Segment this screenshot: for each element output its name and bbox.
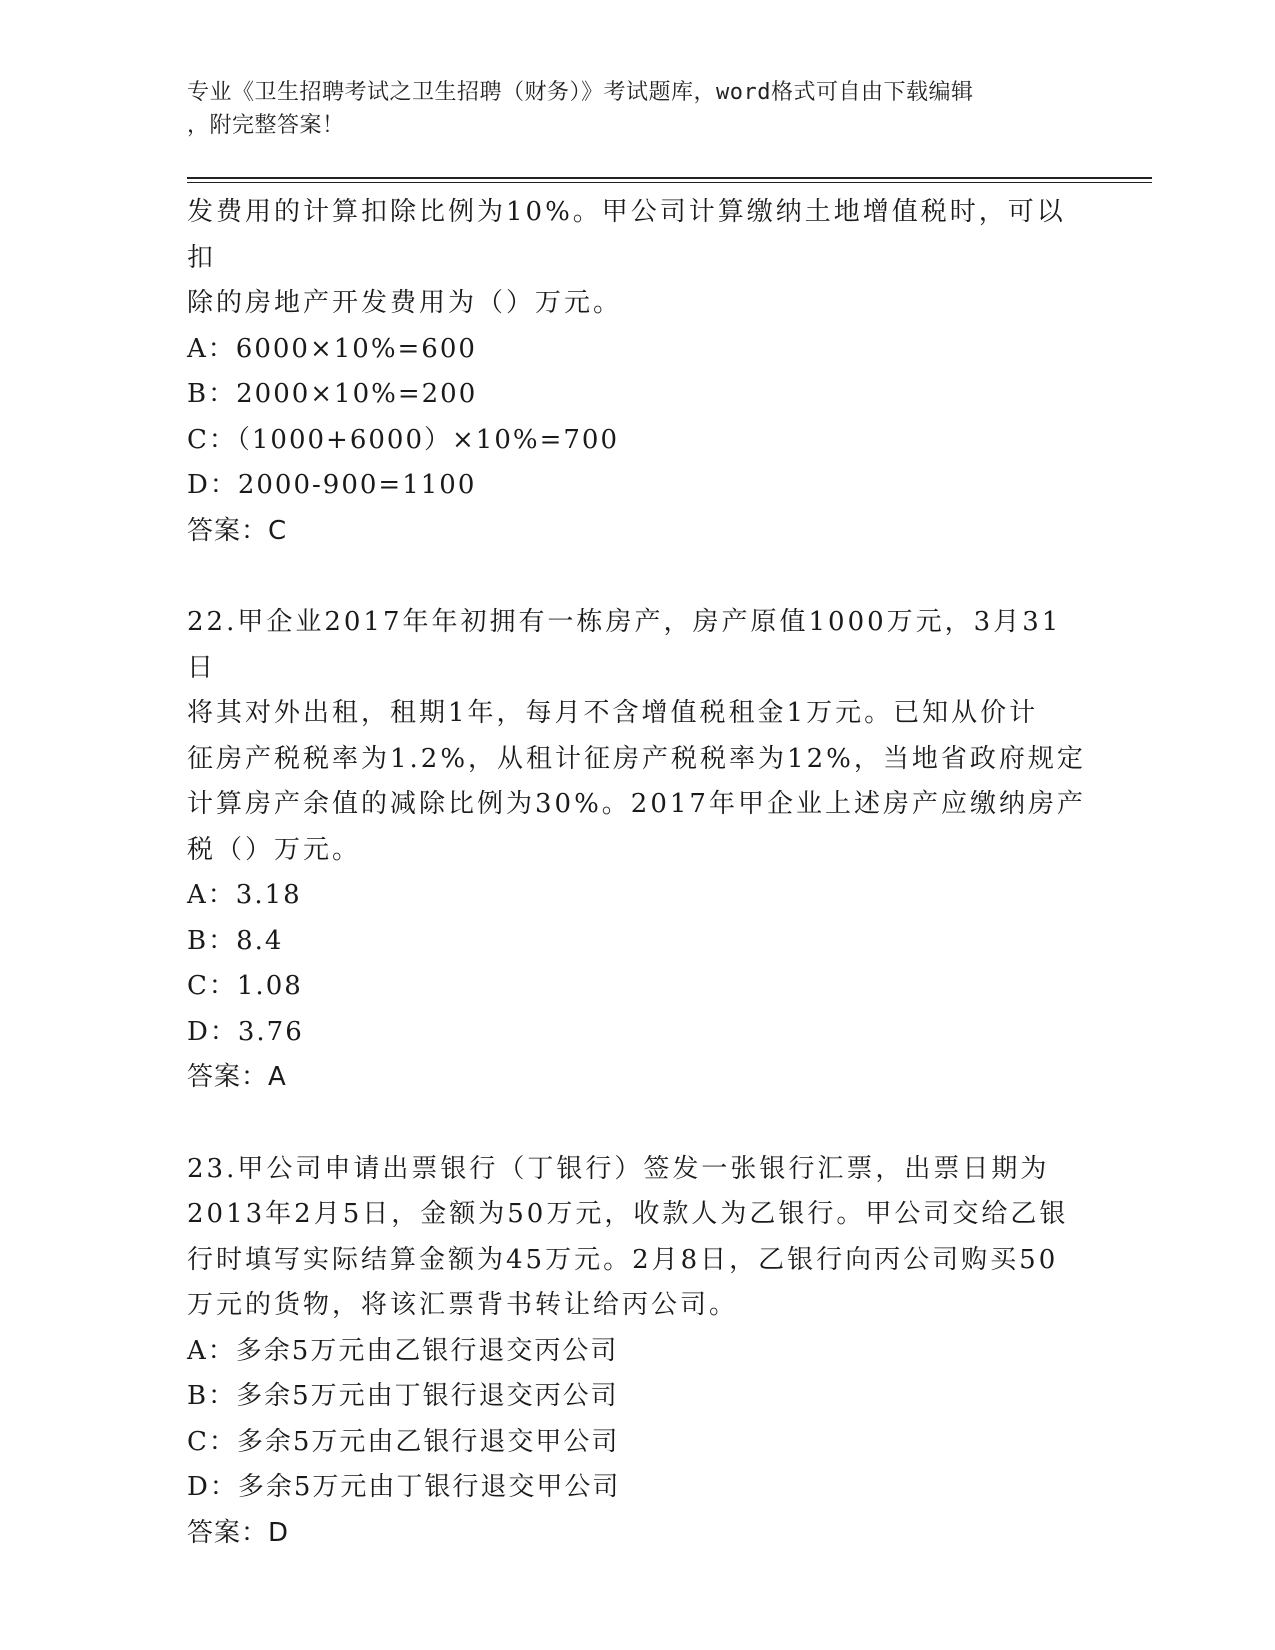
answer-label: 答案：A — [187, 1062, 287, 1092]
question-text-line: 2013年2月5日，金额为50万元，收款人为乙银行。甲公司交给乙银 — [187, 1199, 1069, 1229]
header-line-2: ，附完整答案！ — [187, 113, 345, 138]
question-text-line: 征房产税税率为1.2%，从租计征房产税税率为12%，当地省政府规定 — [187, 743, 1086, 774]
option-b: B：8.4 — [187, 925, 284, 956]
option-b: B：多余5万元由丁银行退交丙公司 — [187, 1381, 619, 1411]
question-text-line: 行时填写实际结算金额为45万元。2月8日，乙银行向丙公司购买50 — [187, 1244, 1059, 1275]
option-c: C：（1000+6000）×10%=700 — [187, 424, 620, 455]
header-rule-thick — [187, 177, 1152, 179]
question-text-line: 除的房地产开发费用为（）万元。 — [187, 288, 623, 318]
question-text-line: 23.甲公司申请出票银行（丁银行）签发一张银行汇票，出票日期为 — [187, 1153, 1050, 1184]
question-text-line: 22.甲企业2017年年初拥有一栋房产，房产原值1000万元，3月31日 — [187, 607, 1062, 683]
question-22 — [187, 600, 1087, 1101]
spacer — [187, 554, 1087, 600]
document-header — [187, 76, 1087, 142]
question-text-line: 计算房产余值的减除比例为30%。2017年甲企业上述房产应缴纳房产 — [187, 789, 1086, 819]
answer-label: 答案：D — [187, 1517, 290, 1548]
question-text-line: 税（）万元。 — [187, 834, 362, 865]
option-c: C：多余5万元由乙银行退交甲公司 — [187, 1426, 620, 1457]
question-content — [187, 190, 1087, 1556]
question-text-line: 将其对外出租，租期1年，每月不含增值税租金1万元。已知从价计 — [187, 698, 1039, 728]
question-text-line: 发费用的计算扣除比例为10%。甲公司计算缴纳土地增值税时，可以扣 — [187, 197, 1066, 273]
question-text-line: 万元的货物，将该汇票背书转让给丙公司。 — [187, 1290, 739, 1320]
option-a: A：多余5万元由乙银行退交丙公司 — [187, 1335, 619, 1366]
spacer — [187, 1101, 1087, 1147]
option-d: D：2000-900=1100 — [187, 470, 477, 500]
question-21 — [187, 190, 1087, 554]
option-c: C：1.08 — [187, 971, 303, 1001]
header-rule-thin — [187, 182, 1152, 183]
option-a: A：3.18 — [187, 880, 302, 910]
answer-label: 答案：C — [187, 515, 288, 546]
option-a: A：6000×10%=600 — [187, 333, 477, 364]
option-b: B：2000×10%=200 — [187, 379, 478, 409]
option-d: D：3.76 — [187, 1016, 304, 1047]
option-d: D：多余5万元由丁银行退交甲公司 — [187, 1472, 621, 1502]
header-line-1: 专业《卫生招聘考试之卫生招聘（财务）》考试题库，word格式可自由下载编辑 — [187, 80, 974, 105]
question-23 — [187, 1147, 1087, 1557]
